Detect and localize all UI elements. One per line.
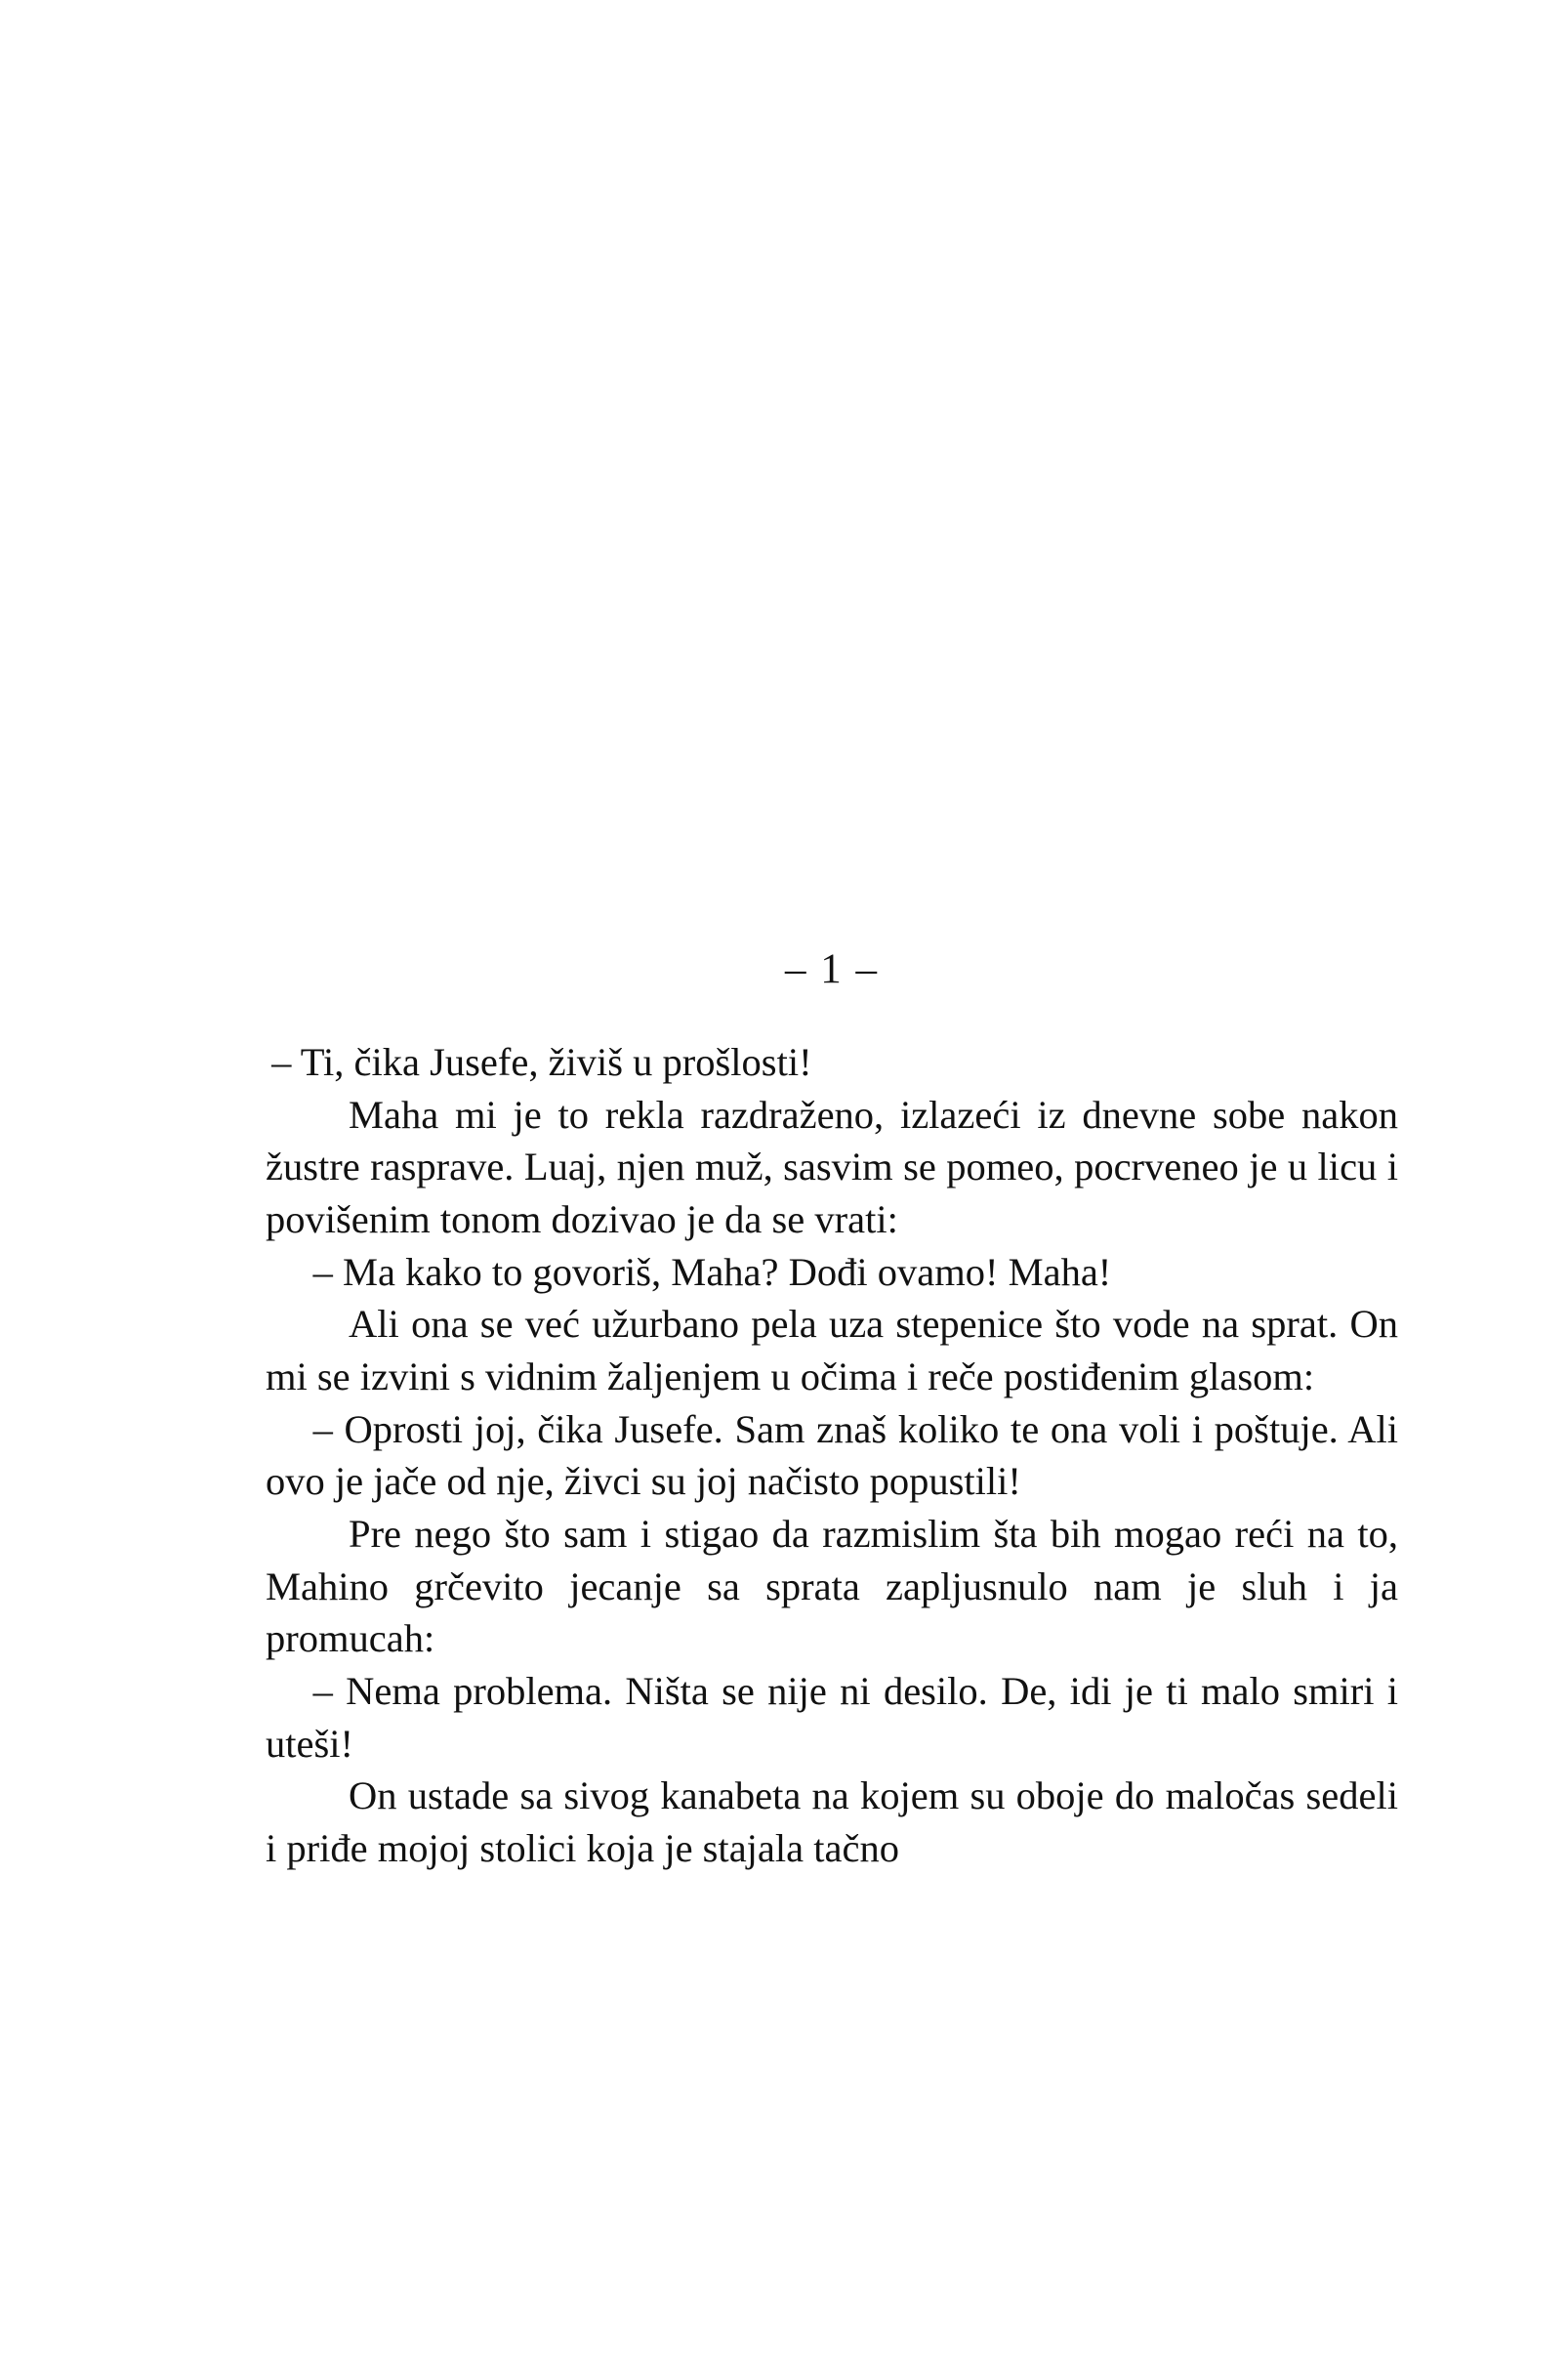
paragraph: Ali ona se već užurbano pela uza stepenice što vode na sprat. On mi se izvini s vidnim žaljenjem u očima i reče postiđenim glasom:: [266, 1302, 1398, 1398]
page-content: [266, 0, 1398, 1875]
paragraph: – Ma kako to govoriš, Maha? Dođi ovamo! Maha!: [312, 1249, 1112, 1294]
paragraph: Maha mi je to rekla razdraženo, izlazeći iz dnevne sobe nakon žustre rasprave. Luaj, njen muž, sasvim se pomeo, pocrveneo je u licu i povišenim tonom dozivao je da se vrati:: [266, 1092, 1398, 1241]
paragraph: – Oprosti joj, čika Jusefe. Sam znaš koliko te ona voli i poštuje. Ali ovo je jače od nje, živci su joj načisto popustili!: [266, 1406, 1398, 1504]
paragraph: Pre nego što sam i stigao da razmislim šta bih mogao reći na to, Mahino grčevito jecanje sa sprata zapljusnulo nam je sluh i ja promucah:: [266, 1511, 1398, 1661]
paragraph: – Nema problema. Ništa se nije ni desilo. De, idi je ti malo smiri i uteši!: [266, 1668, 1398, 1766]
paragraph: On ustade sa sivog kanabeta na kojem su oboje do maločas sedeli i priđe mojoj stolici koja je stajala tačno: [266, 1773, 1398, 1870]
paragraph: – Ti, čika Jusefe, živiš u prošlosti!: [271, 1040, 812, 1084]
chapter-number: – 1 –: [785, 946, 879, 992]
body-text: [266, 1036, 1398, 1875]
